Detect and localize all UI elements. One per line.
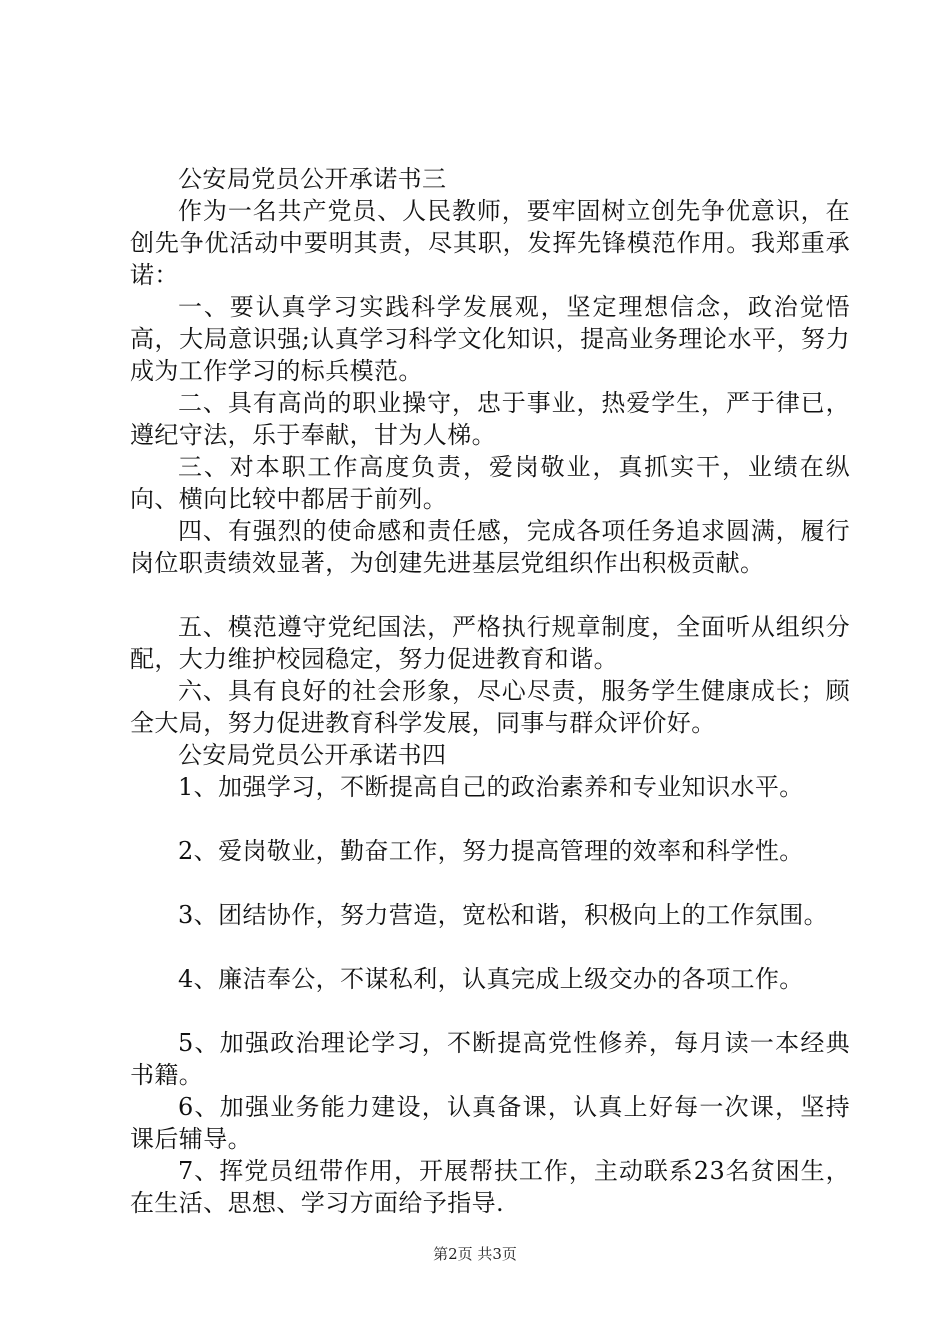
page-footer: 第2页 共3页 [433,1245,517,1263]
paragraph: 7、挥党员纽带作用，开展帮扶工作，主动联系23名贫困生，在生活、思想、学习方面给予指导. [130,1157,850,1217]
paragraph: 公安局党员公开承诺书四 [178,741,447,769]
paragraph: 4、廉洁奉公，不谋私利，认真完成上级交办的各项工作。 [178,965,804,993]
paragraph: 作为一名共产党员、人民教师，要牢固树立创先争优意识，在创先争优活动中要明其责，尽其职，发挥先锋模范作用。我郑重承诺： [130,197,850,289]
paragraph: 5、加强政治理论学习，不断提高党性修养，每月读一本经典书籍。 [130,1029,850,1089]
paragraph: 公安局党员公开承诺书三 [178,165,447,193]
paragraph: 二、具有高尚的职业操守，忠于事业，热爱学生，严于律已，遵纪守法，乐于奉献，甘为人梯。 [130,389,850,449]
paragraph: 一、要认真学习实践科学发展观，坚定理想信念，政治觉悟高，大局意识强;认真学习科学文化知识，提高业务理论水平，努力成为工作学习的标兵模范。 [130,293,850,385]
paragraph: 1、加强学习，不断提高自己的政治素养和专业知识水平。 [178,773,804,801]
paragraph: 3、团结协作，努力营造，宽松和谐，积极向上的工作氛围。 [178,901,829,929]
paragraph: 三、对本职工作高度负责，爱岗敬业，真抓实干，业绩在纵向、横向比较中都居于前列。 [130,453,850,513]
document-body [130,163,850,1219]
paragraph: 五、模范遵守党纪国法，严格执行规章制度，全面听从组织分配，大力维护校园稳定，努力促进教育和谐。 [130,613,850,673]
paragraph: 六、具有良好的社会形象，尽心尽责，服务学生健康成长；顾全大局，努力促进教育科学发展，同事与群众评价好。 [130,677,850,737]
paragraph: 四、有强烈的使命感和责任感，完成各项任务追求圆满，履行岗位职责绩效显著，为创建先进基层党组织作出积极贡献。 [130,517,850,577]
paragraph: 2、爱岗敬业，勤奋工作，努力提高管理的效率和科学性。 [178,837,804,865]
paragraph: 6、加强业务能力建设，认真备课，认真上好每一次课，坚持课后辅导。 [130,1093,850,1153]
